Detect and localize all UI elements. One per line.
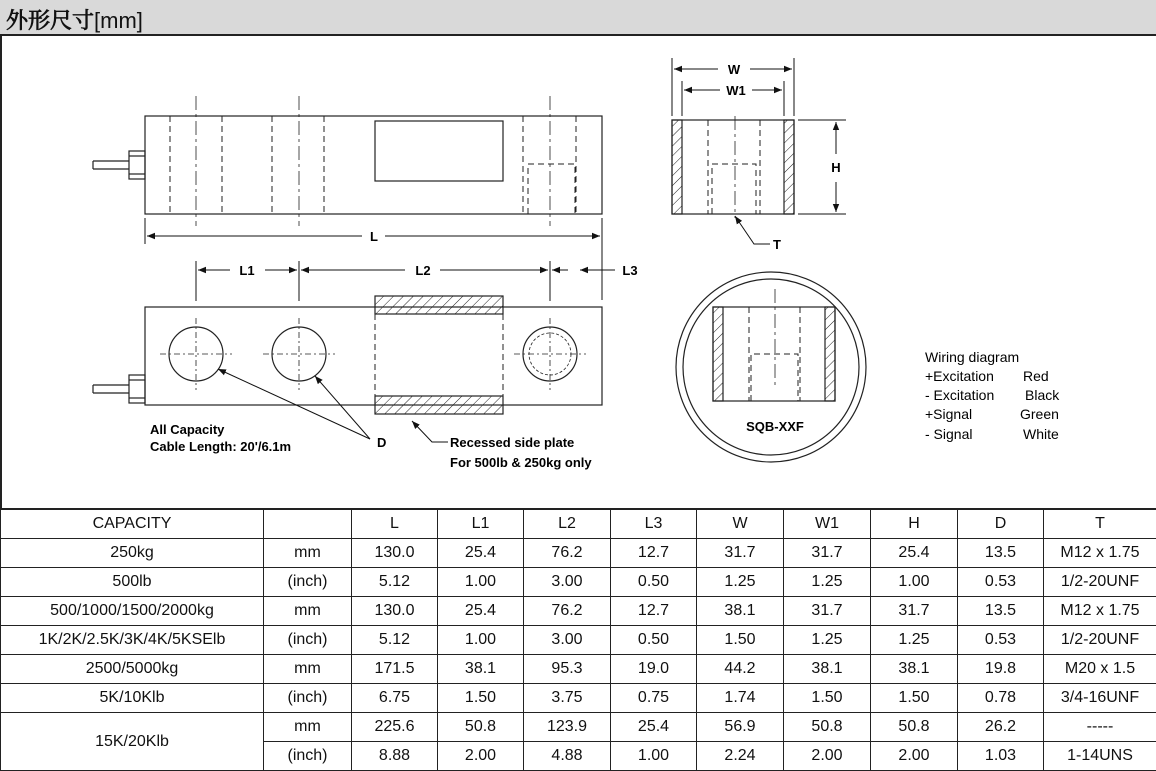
spec-table xyxy=(0,508,1156,771)
wiring-color: Green xyxy=(1020,406,1059,422)
value-cell: 25.4 xyxy=(438,539,524,568)
value-cell: 1.50 xyxy=(697,626,784,655)
note-plate-2: For 500lb & 250kg only xyxy=(450,455,592,470)
value-cell: 8.88 xyxy=(352,742,438,771)
plan-view xyxy=(93,296,602,414)
wiring-color: Black xyxy=(1025,387,1060,403)
value-cell: 2.00 xyxy=(438,742,524,771)
value-cell: 1.00 xyxy=(611,742,697,771)
header-cell: L3 xyxy=(611,509,697,539)
value-cell: 2.00 xyxy=(871,742,958,771)
value-cell: 26.2 xyxy=(958,713,1044,742)
wiring-title: Wiring diagram xyxy=(925,349,1019,365)
value-cell: 2.00 xyxy=(784,742,871,771)
unit-cell: mm xyxy=(264,539,352,568)
label-L: L xyxy=(370,229,378,244)
value-cell: 12.7 xyxy=(611,597,697,626)
section-title xyxy=(6,4,143,35)
unit-cell: (inch) xyxy=(264,684,352,713)
value-cell: 1.74 xyxy=(697,684,784,713)
value-cell: 130.0 xyxy=(352,597,438,626)
value-cell: 1.25 xyxy=(871,626,958,655)
value-cell: 12.7 xyxy=(611,539,697,568)
value-cell: ----- xyxy=(1044,713,1156,742)
header-cell: L xyxy=(352,509,438,539)
value-cell: 1.00 xyxy=(871,568,958,597)
capacity-cell: 15K/20Klb xyxy=(1,713,264,771)
title-unit: [mm] xyxy=(94,8,143,33)
wiring-color: White xyxy=(1023,426,1059,442)
title-cjk: 外形尺寸 xyxy=(6,8,94,33)
table-header-row xyxy=(1,509,1156,539)
header-cell: W xyxy=(697,509,784,539)
value-cell: 76.2 xyxy=(524,539,611,568)
header-cell: L1 xyxy=(438,509,524,539)
value-cell: 225.6 xyxy=(352,713,438,742)
value-cell: 0.78 xyxy=(958,684,1044,713)
header-cell: D xyxy=(958,509,1044,539)
end-view xyxy=(672,116,794,218)
table-row xyxy=(1,568,1156,597)
value-cell: 13.5 xyxy=(958,597,1044,626)
table-row xyxy=(1,655,1156,684)
note-plate-1: Recessed side plate xyxy=(450,435,574,450)
value-cell: 25.4 xyxy=(871,539,958,568)
value-cell: 38.1 xyxy=(784,655,871,684)
wiring-signal: - Signal xyxy=(925,426,972,442)
value-cell: 123.9 xyxy=(524,713,611,742)
unit-cell: (inch) xyxy=(264,626,352,655)
label-L2: L2 xyxy=(415,263,430,278)
label-W1: W1 xyxy=(726,83,746,98)
wiring-signal: +Excitation xyxy=(925,368,994,384)
value-cell: 50.8 xyxy=(438,713,524,742)
label-L1: L1 xyxy=(239,263,254,278)
value-cell: 76.2 xyxy=(524,597,611,626)
capacity-cell: 500lb xyxy=(1,568,264,597)
value-cell: 50.8 xyxy=(784,713,871,742)
value-cell: 19.0 xyxy=(611,655,697,684)
dimension-drawing xyxy=(0,36,1156,508)
leader-T xyxy=(735,216,770,244)
note-cable: Cable Length: 20'/6.1m xyxy=(150,439,291,454)
table-row xyxy=(1,626,1156,655)
header-cell xyxy=(264,509,352,539)
value-cell: 1.50 xyxy=(438,684,524,713)
value-cell: 38.1 xyxy=(871,655,958,684)
value-cell: 1/2-20UNF xyxy=(1044,626,1156,655)
value-cell: 95.3 xyxy=(524,655,611,684)
leader-D xyxy=(218,369,370,439)
capacity-cell: 1K/2K/2.5K/3K/4K/5KSElb xyxy=(1,626,264,655)
model-label: SQB-XXF xyxy=(746,419,804,434)
value-cell: 19.8 xyxy=(958,655,1044,684)
value-cell: 44.2 xyxy=(697,655,784,684)
value-cell: 3/4-16UNF xyxy=(1044,684,1156,713)
value-cell: 0.53 xyxy=(958,626,1044,655)
wiring-signal: +Signal xyxy=(925,406,972,422)
unit-cell: mm xyxy=(264,713,352,742)
unit-cell: (inch) xyxy=(264,568,352,597)
unit-cell: mm xyxy=(264,597,352,626)
value-cell: 1-14UNS xyxy=(1044,742,1156,771)
side-view xyxy=(93,96,602,226)
capacity-cell: 500/1000/1500/2000kg xyxy=(1,597,264,626)
value-cell: 25.4 xyxy=(611,713,697,742)
section-header xyxy=(0,0,1156,36)
value-cell: 13.5 xyxy=(958,539,1044,568)
leader-plate xyxy=(412,421,448,442)
wiring-diagram xyxy=(925,349,1060,442)
unit-cell: (inch) xyxy=(264,742,352,771)
value-cell: 130.0 xyxy=(352,539,438,568)
value-cell: 5.12 xyxy=(352,568,438,597)
table-row xyxy=(1,539,1156,568)
value-cell: 1/2-20UNF xyxy=(1044,568,1156,597)
value-cell: 0.75 xyxy=(611,684,697,713)
label-T: T xyxy=(773,237,781,252)
table-row xyxy=(1,597,1156,626)
value-cell: 1.50 xyxy=(784,684,871,713)
header-cell: W1 xyxy=(784,509,871,539)
capacity-cell: 250kg xyxy=(1,539,264,568)
value-cell: 1.25 xyxy=(784,626,871,655)
value-cell: 50.8 xyxy=(871,713,958,742)
value-cell: 1.00 xyxy=(438,568,524,597)
value-cell: 1.00 xyxy=(438,626,524,655)
table-row xyxy=(1,713,1156,742)
header-cell: L2 xyxy=(524,509,611,539)
value-cell: 1.50 xyxy=(871,684,958,713)
value-cell: 2.24 xyxy=(697,742,784,771)
value-cell: 38.1 xyxy=(697,597,784,626)
wiring-color: Red xyxy=(1023,368,1049,384)
header-cell: H xyxy=(871,509,958,539)
value-cell: 31.7 xyxy=(871,597,958,626)
capacity-cell: 5K/10Klb xyxy=(1,684,264,713)
label-H: H xyxy=(831,160,840,175)
value-cell: 1.03 xyxy=(958,742,1044,771)
value-cell: M20 x 1.5 xyxy=(1044,655,1156,684)
value-cell: 3.00 xyxy=(524,568,611,597)
value-cell: 31.7 xyxy=(784,597,871,626)
header-cell: T xyxy=(1044,509,1156,539)
value-cell: 171.5 xyxy=(352,655,438,684)
capacity-cell: 2500/5000kg xyxy=(1,655,264,684)
dimension-L1-L2-L3 xyxy=(196,261,615,301)
value-cell: 4.88 xyxy=(524,742,611,771)
value-cell: 31.7 xyxy=(697,539,784,568)
note-capacity: All Capacity xyxy=(150,422,225,437)
value-cell: 5.12 xyxy=(352,626,438,655)
value-cell: 1.25 xyxy=(784,568,871,597)
value-cell: 0.50 xyxy=(611,626,697,655)
value-cell: M12 x 1.75 xyxy=(1044,539,1156,568)
value-cell: 6.75 xyxy=(352,684,438,713)
value-cell: 1.25 xyxy=(697,568,784,597)
value-cell: 0.53 xyxy=(958,568,1044,597)
value-cell: 3.00 xyxy=(524,626,611,655)
value-cell: 0.50 xyxy=(611,568,697,597)
value-cell: 31.7 xyxy=(784,539,871,568)
value-cell: 38.1 xyxy=(438,655,524,684)
unit-cell: mm xyxy=(264,655,352,684)
value-cell: 56.9 xyxy=(697,713,784,742)
wiring-signal: - Excitation xyxy=(925,387,994,403)
header-cell: CAPACITY xyxy=(1,509,264,539)
value-cell: 3.75 xyxy=(524,684,611,713)
value-cell: 25.4 xyxy=(438,597,524,626)
label-D: D xyxy=(377,435,386,450)
table-row xyxy=(1,684,1156,713)
label-L3: L3 xyxy=(622,263,637,278)
value-cell: M12 x 1.75 xyxy=(1044,597,1156,626)
label-W: W xyxy=(728,62,741,77)
